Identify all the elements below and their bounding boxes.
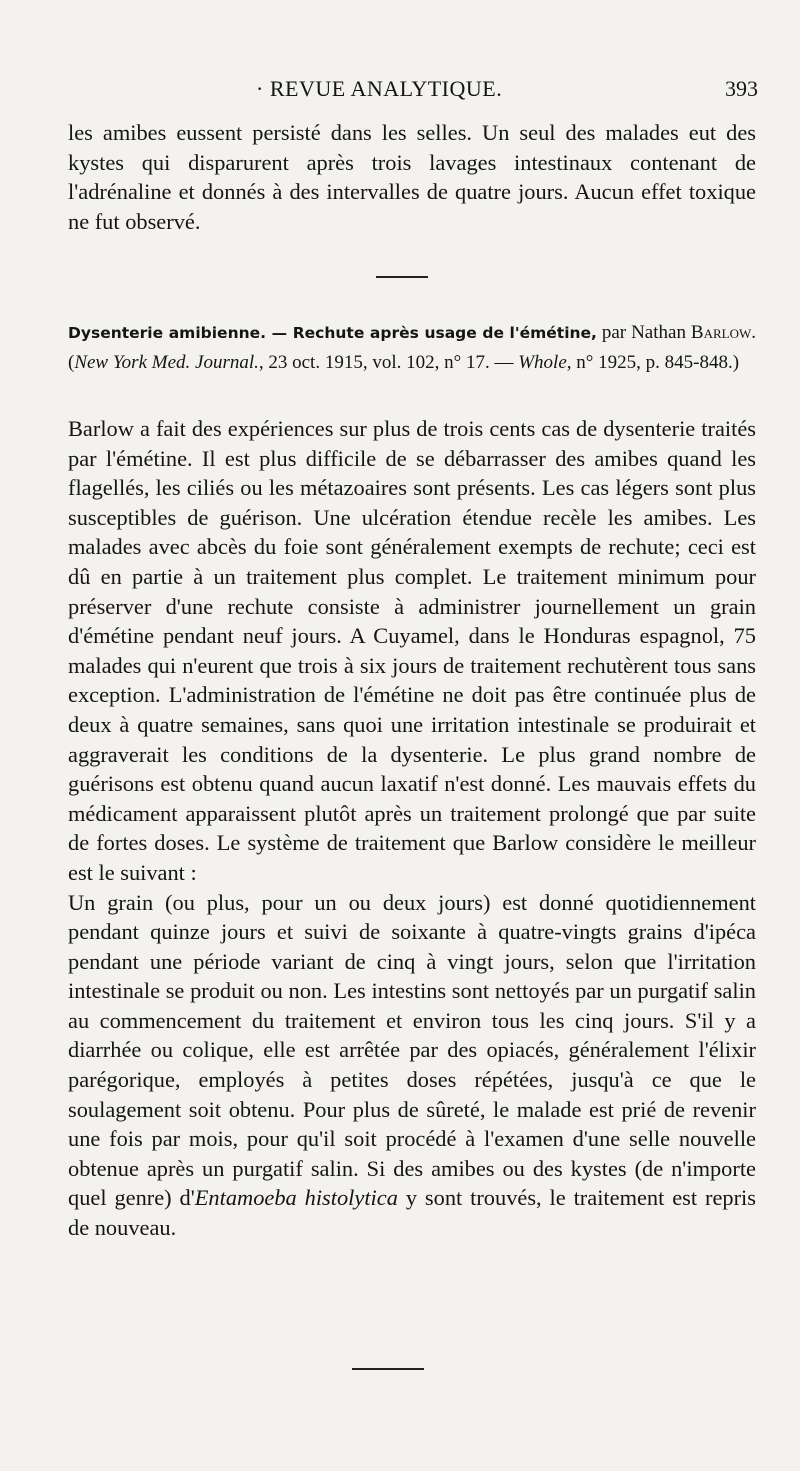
page-header [0, 76, 800, 106]
species-name: Entamoeba histolytica [194, 1185, 398, 1211]
article-by: par Nathan [596, 322, 691, 343]
article-body [68, 414, 756, 1243]
paragraph-2-text: Un grain (ou plus, pour un ou deux jours) est donné quotidiennement pendant quinze jours et suivi de soixante à quatre-vingts grains d'ipéca pendant une période variant de cinq à vingt jours, selon que l'irritation intestinale se produit ou non. Les intestins sont nettoyés par un purgatif salin au commencement du traitement et environ tous les cinq jours. S'il y a diarrhée ou colique, elle est arrêtée par des opiacés, généralement l'élixir parégorique, employés à petites doses répétées, jusqu'à ce que le soulagement soit obtenu. Pour plus de sûreté, le malade est prié de revenir une fois par mois, pour qu'il soit procédé à l'examen d'une selle nouvelle obtenue après un purgatif salin. Si des amibes ou des kystes (de n'importe quel genre) d' [68, 889, 756, 1211]
article-author: Barlow [690, 322, 752, 343]
article-heading [68, 318, 756, 377]
citation-mid: , 23 oct. 1915, vol. 102, n° 17. — [258, 352, 519, 373]
citation-open: . ( [68, 322, 756, 373]
citation-end: , n° 1925, p. 845-848.) [566, 352, 740, 373]
journal-name: New York Med. Journal. [74, 352, 259, 373]
article-paragraph-1: Barlow a fait des expériences sur plus de trois cents cas de dysenterie traités par l'émétine. Il est plus difficile de se débarrasser des amibes quand les flagellés, les ciliés ou les métazoaires sont présents. Les cas légers sont plus susceptibles de guérison. Une ulcération étendue recèle les amibes. Les malades avec abcès du foie sont généralement exempts de rechute; ceci est dû en partie à un traitement plus complet. Le traitement minimum pour préserver d'une rechute consiste à administrer journellement un grain d'émétine pendant neuf jours. A Cuyamel, dans le Honduras espagnol, 75 malades qui n'eurent que trois à six jours de traitement rechutèrent tous sans exception. L'administration de l'émétine ne doit pas être continuée plus de deux à quatre semaines, sans quoi une irritation intestinale se produirait et aggraverait les conditions de la dysenterie. Le plus grand nombre de guérisons est obtenu quand aucun laxatif n'est donné. Les mauvais effets du médicament apparaissent plutôt après un traitement prolongé que par suite de fortes doses. Le système de traitement que Barlow considère le meilleur est le suivant : [68, 416, 756, 885]
continued-paragraph: les amibes eussent persisté dans les selles. Un seul des malades eut des kystes qui disparurent après trois lavages intestinaux contenant de l'adrénaline et donnés à des intervalles de quatre jours. Aucun effet toxique ne fut observé. [68, 120, 756, 234]
article-paragraph-2 [68, 888, 756, 1243]
article-title: Dysenterie amibienne. — Rechute après usage de l'émétine, [68, 324, 597, 342]
paragraph-2-end: y sont trouvés, le traitement est repris de nouveau. [68, 1185, 756, 1241]
journal-name-2: Whole [518, 352, 567, 373]
section-divider [376, 276, 428, 278]
running-title: · REVUE ANALYTIQUE. [256, 76, 503, 101]
end-divider [352, 1368, 424, 1370]
page-number: 393 [725, 76, 758, 101]
